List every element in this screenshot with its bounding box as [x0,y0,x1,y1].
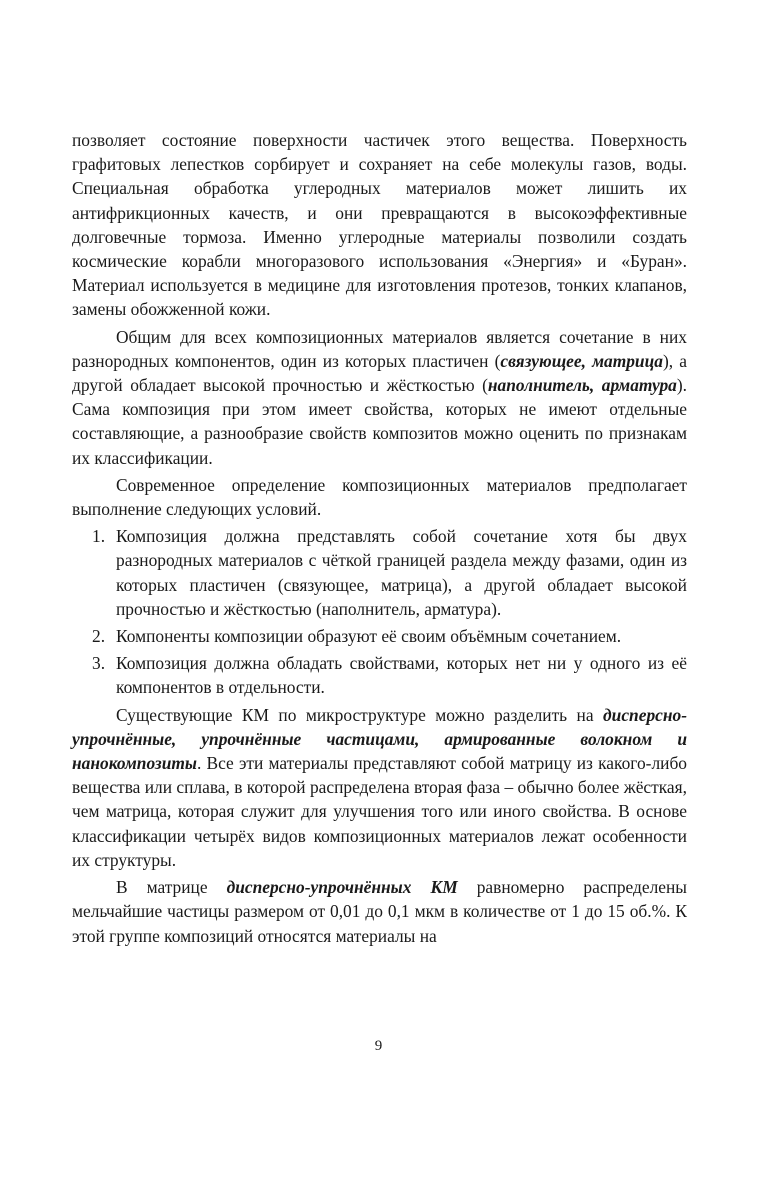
paragraph-2-text-a: Общим для всех композиционных материалов является сочетание в них разнородных компонентов, один из которых пластичен ( [72,326,687,371]
list-item [72,651,687,699]
paragraph-5-text-c: равномерно распределены мельчайшие частицы размером от 0,01 до 0,1 мкм в количестве от 1 до 15 об.%. К этой группе композиций относятся материалы на [72,877,687,946]
list-item-number: 1. [92,526,106,547]
list-item [72,524,687,621]
list-item-text: Композиция должна представлять собой сочетание хотя бы двух разнородных материалов с чёткой границей раздела между фазами, один из которых пластичен (связующее, матрица), а другой обладает высокой прочностью и жёсткостью (наполнитель, арматура). [116,526,687,619]
term-binder-matrix: связующее, матрица [500,350,663,371]
paragraph-1: позволяет состояние поверхности частичек этого вещества. Поверхность графитовых лепестков сорбирует и сохраняет на себе молекулы газов, воды. Специальная обработка углеродных материалов может лишить их антифрикционных качеств, и они превращаются в высокоэффективные долговечные тормоза. Именно углеродные материалы позволили создать космические корабли многоразового использования «Энергия» и «Буран». Материал используется в медицине для изготовления протезов, тонких клапанов, замены обожженной кожи. [72,130,687,320]
paragraph-5-text-a: В матрице [116,877,227,898]
paragraph-2 [72,325,687,470]
term-microstructure-types: дисперсно-упрочнённые, упрочнённые частицами, армированные волокном и нанокомпозиты [72,704,687,774]
list-item-text: Компоненты композиции образуют её своим объёмным сочетанием. [116,626,622,647]
page-body [72,128,687,948]
paragraph-4-text-a: Существующие КМ по микроструктуре можно разделить на [116,704,604,725]
page-number: 9 [374,1038,383,1054]
conditions-list [72,524,687,699]
paragraph-2-text-e: ). Сама композиция при этом имеет свойства, которых не имеют отдельные составляющие, а разнообразие свойств композитов можно оценить по признакам их классификации. [72,375,688,468]
term-filler-reinforcement: наполнитель, арматура [487,375,677,396]
paragraph-5 [72,875,687,948]
list-item-text: Композиция должна обладать свойствами, которых нет ни у одного из её компонентов в отдельности. [116,653,687,698]
paragraph-4-text-c: . Все эти материалы представляют собой матрицу из какого-либо вещества или сплава, в которой распределена вторая фаза – обычно более жёсткая, чем матрица, которая служит для улучшения того или иного свойства. В основе классификации четырёх видов композиционных материалов лежат особенности их структуры. [72,753,687,870]
list-item-number: 2. [92,626,106,647]
paragraph-3: Современное определение композиционных материалов предполагает выполнение следующих условий. [72,474,687,520]
paragraph-4 [72,703,687,872]
paragraph-2-text-c: ), а другой обладает высокой прочностью и жёсткостью ( [72,350,687,396]
list-item [72,624,687,648]
term-dispersion-strengthened: дисперсно-упрочнённых КМ [226,877,458,898]
list-item-number: 3. [92,653,106,674]
